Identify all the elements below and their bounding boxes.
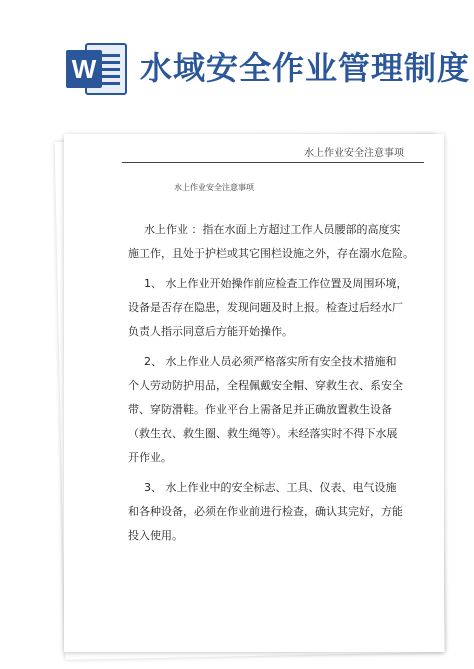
text-line: 开作业。: [128, 451, 172, 464]
text-line: 施工作，且处于护栏或其它围栏设施之外，存在溺水危险。: [128, 247, 414, 260]
text-line: 带、穿防滑鞋。作业平台上需备足并正确放置救生设备: [128, 403, 392, 416]
text-line: 2、 水上作业人员必须严格落实所有安全技术措施和: [144, 355, 397, 368]
text-line: 投入使用。: [128, 529, 183, 542]
paragraph-intro: [128, 218, 416, 266]
text-line: （救生衣、救生圈、救生绳等）。未经落实时不得下水展: [128, 427, 398, 440]
word-logo-letter: W: [71, 54, 97, 84]
paragraph-item-2: [128, 350, 416, 470]
text-line: 和各种设备，必须在作业前进行检查，确认其完好，方能: [128, 505, 403, 518]
text-line: 负责人指示同意后方能开始操作。: [128, 325, 293, 338]
document-preview: [56, 130, 448, 660]
document-title: 水上作业安全注意事项: [174, 183, 254, 192]
text-line: 设备是否存在隐患，发现问题及时上报。检查过后经水厂: [128, 301, 403, 314]
paragraph-item-3: [128, 476, 416, 548]
text-line: 个人劳动防护用品，全程佩戴安全帽、穿救生衣、系安全: [128, 379, 403, 392]
document-page: [64, 134, 444, 652]
header-divider: [122, 162, 424, 163]
text-line: 水上作业 ：指在水面上方超过工作人员腰部的高度实: [144, 223, 401, 236]
word-app-icon: [64, 40, 128, 98]
text-line: 3、 水上作业中的安全标志、工具、仪表、电气设施: [144, 481, 397, 494]
document-body: [128, 218, 416, 554]
page-header: 水上作业安全注意事项: [304, 148, 404, 159]
banner: [0, 0, 474, 120]
text-line: 1、 水上作业开始操作前应检查工作位置及周围环境，: [144, 277, 408, 290]
banner-title: 水域安全作业管理制度: [140, 49, 471, 87]
paragraph-item-1: [128, 272, 416, 344]
